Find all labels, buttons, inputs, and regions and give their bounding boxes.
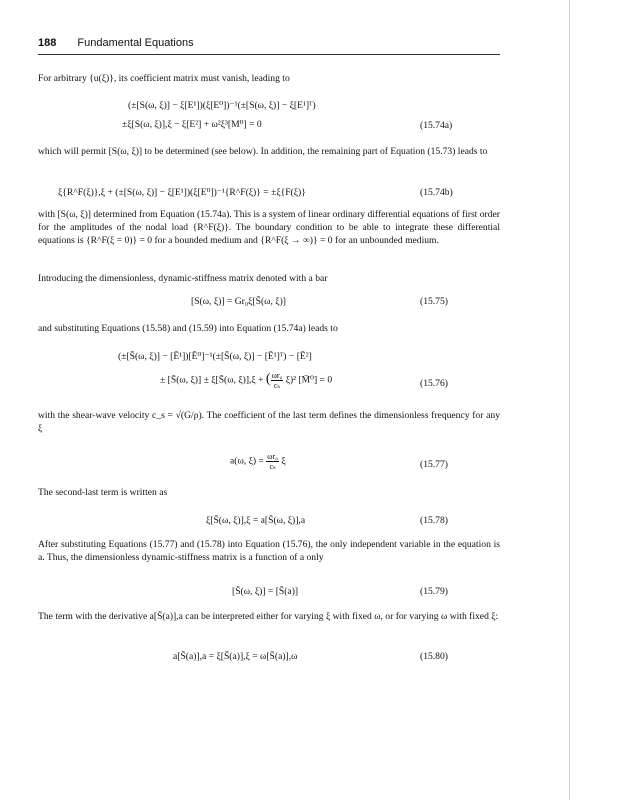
equation-15-77-fraction bbox=[266, 452, 279, 471]
paragraph-8: After substituting Equations (15.77) and (15.78) into Equation (15.76), the only independent variable in the equation is a. Thus, the dimensionless dynamic-stiffness matrix is a function of a only bbox=[38, 539, 500, 563]
running-title: Fundamental Equations bbox=[77, 37, 194, 49]
equation-15-74a-line-2: ±ξ[S(ω, ξ)],ξ − ξ[E²] + ω²ξ³[M⁰] = 0 bbox=[122, 119, 262, 130]
header-divider bbox=[38, 54, 500, 55]
equation-15-76-line-2-right: ξ)² [M̄⁰] = 0 bbox=[285, 374, 333, 386]
equation-number-15-76: (15.76) bbox=[420, 378, 448, 389]
equation-15-80: a[S̄(a)],a = ξ[S̄(a)],ξ = ω[S̄(a)],ω bbox=[173, 651, 298, 662]
paragraph-2: which will permit [S(ω, ξ)] to be determined (see below). In addition, the remaining part of Equation (15.73) leads to bbox=[38, 146, 488, 157]
equation-15-79: [S̄(ω, ξ)] = [S̄(a)] bbox=[232, 586, 299, 597]
paragraph-4: Introducing the dimensionless, dynamic-stiffness matrix denoted with a bar bbox=[38, 273, 328, 284]
page-edge-rule bbox=[569, 0, 570, 800]
page-number: 188 bbox=[38, 37, 57, 49]
running-header bbox=[38, 37, 498, 53]
paragraph-3: with [S(ω, ξ)] determined from Equation (15.74a). This is a system of linear ordinary differential equations of first order for the amplitudes of the nodal load {R^F(ξ)}. The boundary condition to be able to integrate these differential equations is {R^F(ξ = 0)} = 0 for a bounded medium and {R^F(ξ → ∞)} = 0 for an unbounded medium. bbox=[38, 209, 500, 246]
equation-15-76-line-1: (±[S̄(ω, ξ)] − [Ē¹])[Ē⁰]⁻¹(±[S̄(ω, ξ)] − [Ē¹]ᵀ) − [Ē²] bbox=[118, 351, 312, 362]
equation-number-15-74b: (15.74b) bbox=[420, 187, 453, 198]
equation-15-78: ξ[S̄(ω, ξ)],ξ = a[S̄(ω, ξ)],a bbox=[206, 515, 306, 526]
paragraph-9: The term with the derivative a[S̄(a)],a can be interpreted either for varying ξ with fixed ω, or for varying ω with fixed ξ: bbox=[38, 611, 499, 622]
equation-number-15-79: (15.79) bbox=[420, 586, 448, 597]
equation-15-74a-line-1: (±[S(ω, ξ)] − ξ[E¹])(ξ[E⁰])⁻¹(±[S(ω, ξ)] − ξ[E¹]ᵀ) bbox=[128, 100, 316, 111]
paragraph-6: with the shear-wave velocity c_s = √(G/ρ). The coefficient of the last term defines the dimensionless frequency for any ξ bbox=[38, 410, 500, 434]
paragraph-7: The second-last term is written as bbox=[38, 487, 168, 498]
equation-15-74b: ξ{R^F(ξ)},ξ + (±[S(ω, ξ)] − ξ[E¹])(ξ[E⁰])⁻¹{R^F(ξ)} = ±ξ{F(ξ)} bbox=[58, 187, 306, 198]
equation-15-76-fraction bbox=[271, 371, 284, 390]
equation-15-76-open-paren: ( bbox=[265, 371, 271, 387]
equation-number-15-78: (15.78) bbox=[420, 515, 448, 526]
equation-number-15-77: (15.77) bbox=[420, 459, 448, 470]
equation-15-76-denominator: cₛ bbox=[273, 381, 281, 390]
paragraph-5: and substituting Equations (15.58) and (15.59) into Equation (15.74a) leads to bbox=[38, 323, 338, 334]
paragraph-1: For arbitrary {u(ξ)}, its coefficient matrix must vanish, leading to bbox=[38, 73, 290, 84]
equation-15-76-numerator: ωr₀ bbox=[271, 371, 283, 380]
equation-number-15-80: (15.80) bbox=[420, 651, 448, 662]
equation-15-75: [S(ω, ξ)] = Gr₀ξ[S̄(ω, ξ)] bbox=[191, 296, 286, 307]
equation-15-76-line-2 bbox=[160, 371, 332, 390]
equation-15-77-numerator: ωr₀ bbox=[267, 452, 278, 461]
equation-15-77-right: ξ bbox=[281, 455, 286, 467]
equation-number-15-74a: (15.74a) bbox=[420, 120, 453, 131]
equation-15-77 bbox=[230, 452, 286, 471]
equation-15-76-line-2-left: ± [S̄(ω, ξ)] ± ξ[S̄(ω, ξ)],ξ + bbox=[160, 374, 264, 386]
equation-15-77-denominator: cₛ bbox=[269, 462, 276, 471]
equation-number-15-75: (15.75) bbox=[420, 296, 448, 307]
equation-15-77-left: a(ω, ξ) = bbox=[230, 455, 264, 467]
